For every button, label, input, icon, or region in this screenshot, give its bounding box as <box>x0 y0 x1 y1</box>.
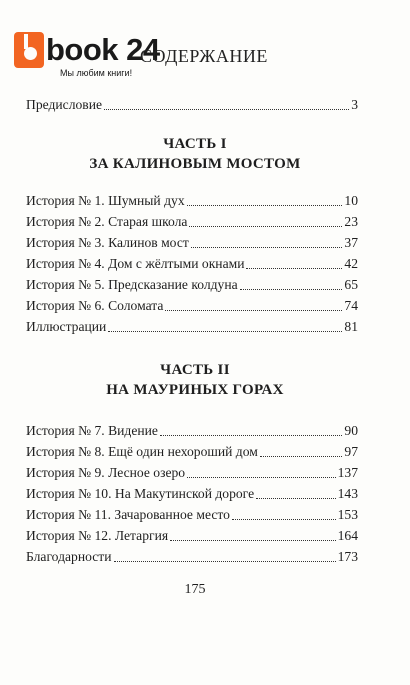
toc-entry <box>26 318 358 336</box>
part-1-heading: ЧАСТЬ I <box>163 136 227 152</box>
toc-entry <box>26 192 358 210</box>
toc-entry-page: 137 <box>337 465 358 480</box>
toc-entry <box>26 548 358 566</box>
dot-leader <box>240 288 343 290</box>
toc-entry <box>26 213 358 231</box>
dot-leader <box>191 246 343 248</box>
toc-entry-label: История № 4. Дом с жёлтыми окнами <box>26 256 245 271</box>
dot-leader <box>232 518 336 520</box>
toc-entry-label: История № 8. Ещё один нехороший дом <box>26 444 258 459</box>
toc-entry <box>26 527 358 545</box>
toc-entry-label: История № 3. Калинов мост <box>26 235 189 250</box>
part-2-heading: ЧАСТЬ II <box>160 362 230 378</box>
dot-leader <box>160 434 342 436</box>
part-2-subtitle: НА МАУРИНЫХ ГОРАХ <box>106 382 284 398</box>
page-title: СОДЕРЖАНИЕ <box>140 46 268 66</box>
dot-leader <box>165 309 342 311</box>
toc-entry-page: 97 <box>344 444 358 459</box>
logo-brand-text: book 24 <box>46 32 160 67</box>
toc-entry-page: 37 <box>344 235 358 250</box>
toc-entry <box>26 234 358 252</box>
toc-entry-preface <box>26 96 358 114</box>
toc-entry-label: История № 5. Предсказание колдуна <box>26 277 238 292</box>
toc-entry-label: История № 10. На Макутинской дороге <box>26 486 255 501</box>
dot-leader <box>187 476 336 478</box>
page-number: 175 <box>184 582 206 597</box>
toc-entry-label: История № 7. Видение <box>26 423 158 438</box>
toc-entry-page: 143 <box>337 486 358 501</box>
toc-entry-label: Иллюстрации <box>26 319 107 334</box>
toc-entry <box>26 297 358 315</box>
toc-entry <box>26 464 358 482</box>
dot-leader <box>108 330 342 332</box>
toc-entry-label: История № 12. Летаргия <box>26 528 169 543</box>
toc-entry-page: 10 <box>344 193 358 208</box>
toc-entry-page: 42 <box>344 256 358 271</box>
dot-leader <box>170 539 336 541</box>
toc-entry <box>26 255 358 273</box>
toc-entry <box>26 506 358 524</box>
toc-entry-page: 23 <box>344 214 358 229</box>
toc-entry-page: 164 <box>337 528 358 543</box>
dot-leader <box>187 204 343 206</box>
toc-entry-label: История № 1. Шумный дух <box>26 193 185 208</box>
toc-entry-page: 65 <box>344 277 358 292</box>
dot-leader <box>189 225 342 227</box>
dot-leader <box>260 455 343 457</box>
toc-entry <box>26 443 358 461</box>
toc-entry <box>26 276 358 294</box>
toc-entry-page: 153 <box>337 507 358 522</box>
part-1-subtitle: ЗА КАЛИНОВЫМ МОСТОМ <box>89 156 301 172</box>
dot-leader <box>114 560 336 562</box>
toc-entry-label: История № 11. Зачарованное место <box>26 507 230 522</box>
toc-entry <box>26 422 358 440</box>
toc-entry-label: История № 6. Соломата <box>26 298 164 313</box>
dot-leader <box>246 267 342 269</box>
toc-entry-label: История № 2. Старая школа <box>26 214 188 229</box>
toc-entry-label: Благодарности <box>26 549 112 564</box>
dot-leader <box>256 497 335 499</box>
toc-entry-page: 81 <box>344 319 358 334</box>
toc-entry-label: Предисловие <box>26 97 103 112</box>
toc-entry-page: 90 <box>344 423 358 438</box>
toc-entry-page: 3 <box>351 97 358 112</box>
toc-entry-page: 74 <box>344 298 358 313</box>
book-icon <box>14 32 44 68</box>
toc-entry-label: История № 9. Лесное озеро <box>26 465 186 480</box>
toc-entry <box>26 485 358 503</box>
logo-slogan: Мы любим книги! <box>60 68 133 78</box>
dot-leader <box>104 108 349 110</box>
toc-entry-page: 173 <box>337 549 358 564</box>
